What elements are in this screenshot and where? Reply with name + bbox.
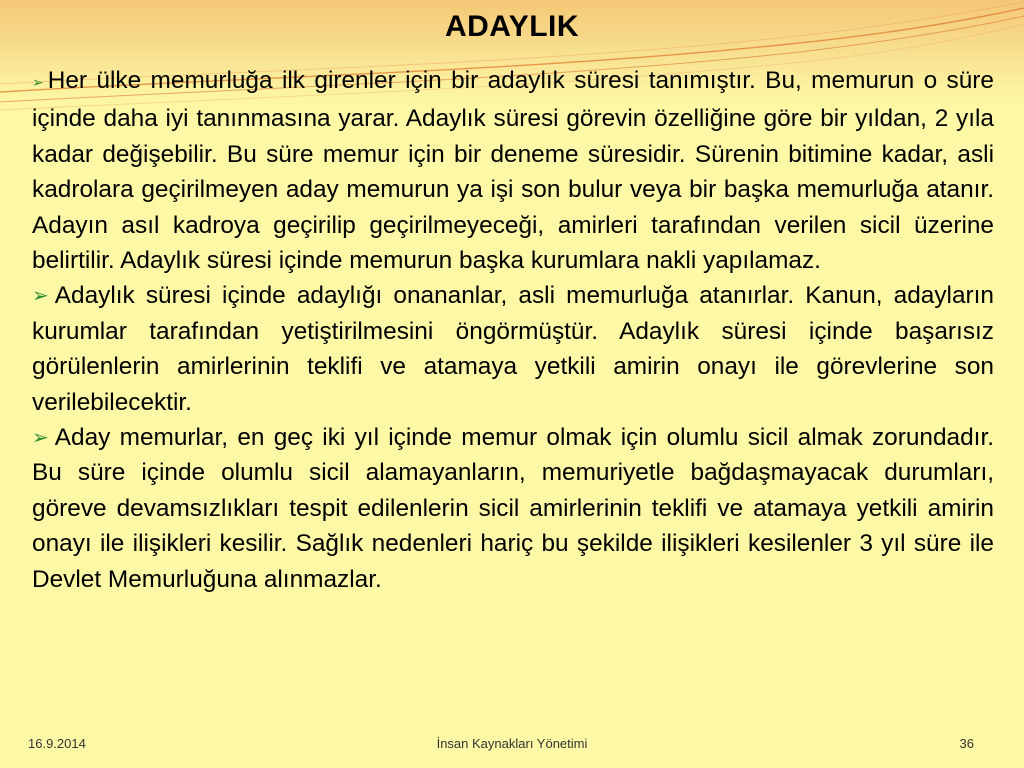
paragraph-1-text: Her ülke memurluğa ilk girenler için bir adaylık süresi tanımıştır. Bu, memurun o süre içinde daha iyi tanınmasına yarar. Adaylık süresi görevin özelliğine göre bir yıldan, 2 yıla kadar değişebilir. Bu süre memur için bir deneme süresidir. Sürenin bitimine kadar, asli kadrolara geçirilmeyen aday memurun ya işi son bulur veya bir başka memurluğa atanır. Adayın asıl kadroya geçirilip geçirilmeyeceği, amirleri tarafından verilen sicil üzerine belirtilir. Adaylık süresi içinde memurun başka kurumlara nakli yapılamaz. <box>32 67 994 275</box>
footer-date: 16.9.2014 <box>28 736 86 751</box>
paragraph-1 <box>32 63 994 278</box>
green-arrow-bullet-icon: ➢ <box>32 75 44 91</box>
paragraph-2 <box>32 278 994 420</box>
green-arrow-bullet-icon: ➢ <box>32 283 49 308</box>
slide-body <box>32 63 994 597</box>
footer-title: İnsan Kaynakları Yönetimi <box>436 736 588 751</box>
paragraph-2-text: Adaylık süresi içinde adaylığı onananlar, asli memurluğa atanırlar. Kanun, adayların kurumlar tarafından yetiştirilmesini öngörmüştür. Adaylık süresi içinde başarısız görülenlerin amirlerinin teklifi ve atamaya yetkili amirin onayı ile görevlerine son verilebilecektir. <box>32 282 994 416</box>
paragraph-3 <box>32 420 994 597</box>
slide-title: ADAYLIK <box>444 10 580 43</box>
paragraph-3-text: Aday memurlar, en geç iki yıl içinde memur olmak için olumlu sicil almak zorundadır. Bu süre içinde olumlu sicil alamayanların, memuriyetle bağdaşmayacak durumları, göreve devamsızlıkları tespit edilenlerin sicil amirlerinin teklifi ve atamaya yetkili amirin onayı ile ilişikleri kesilir. Sağlık nedenleri hariç bu şekilde ilişikleri kesilenler 3 yıl süre ile Devlet Memurluğuna alınmazlar. <box>32 424 994 593</box>
green-arrow-bullet-icon: ➢ <box>32 425 49 450</box>
page-number: 36 <box>959 736 974 751</box>
